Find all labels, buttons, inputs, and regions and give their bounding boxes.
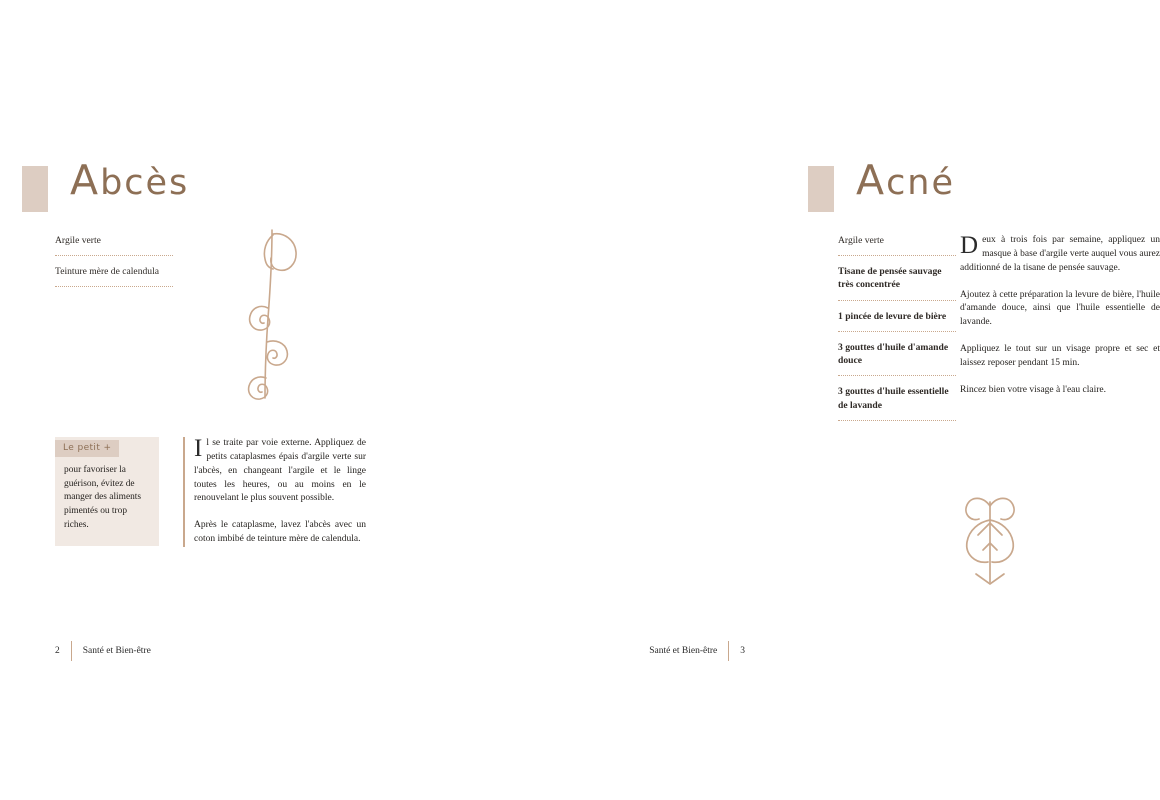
page-number: 3 bbox=[740, 646, 745, 656]
ingredient-list-right bbox=[838, 234, 956, 430]
chapter-heading-left bbox=[22, 156, 190, 212]
footer-left bbox=[55, 640, 151, 662]
drop-cap: D bbox=[960, 232, 979, 259]
body-text-left bbox=[183, 437, 366, 547]
list-item: Argile verte bbox=[838, 234, 956, 256]
page-number: 2 bbox=[55, 646, 60, 656]
tip-box bbox=[55, 437, 159, 546]
heading-color-swatch bbox=[808, 166, 834, 212]
page-title-right-rest: cné bbox=[886, 163, 956, 203]
running-head: Santé et Bien-être bbox=[649, 646, 718, 656]
page-right bbox=[400, 0, 1160, 800]
paragraph: Appliquez le tout sur un visage propre et sec et laissez reposer pendant 15 min. bbox=[960, 344, 1160, 369]
running-head: Santé et Bien-être bbox=[82, 646, 151, 656]
list-item: Teinture mère de calendula bbox=[55, 265, 173, 287]
list-item: Argile verte bbox=[55, 234, 173, 256]
page-title-left bbox=[70, 156, 190, 204]
fleur-de-lys-ornament bbox=[945, 490, 1035, 595]
page-title-left-initial: A bbox=[70, 156, 101, 204]
footer-divider bbox=[71, 641, 72, 661]
tip-text: pour favoriser la guérison, évitez de manger des aliments pimentés ou trop riches. bbox=[64, 465, 142, 530]
tip-label: Le petit + bbox=[55, 440, 119, 457]
paragraph-text: eux à trois fois par semaine, appliquez un masque à base d'argile verte auquel vous aurez additionné de la tisane de pensée sauvage. bbox=[960, 235, 1160, 273]
page-title-left-rest: bcès bbox=[100, 163, 190, 203]
footer-divider bbox=[728, 641, 729, 661]
page-title-right bbox=[856, 156, 956, 204]
body-text-right bbox=[960, 234, 1160, 398]
paragraph: Après le cataplasme, lavez l'abcès avec un coton imbibé de teinture mère de calendula. bbox=[194, 520, 366, 545]
paragraph: Rincez bien votre visage à l'eau claire. bbox=[960, 384, 1106, 395]
paragraph: Ajoutez à cette préparation la levure de bière, l'huile d'amande douce, ainsi que l'huile essentielle de lavande. bbox=[960, 289, 1160, 328]
list-item: 1 pincée de levure de bière bbox=[838, 310, 956, 332]
paragraph-text: l se traite par voie externe. Appliquez de petits cataplasmes épais d'argile verte sur l'abcès, en changeant l'argile et le linge toutes les heures, ou au moins en le renouvelant le plus souvent possible. bbox=[194, 438, 366, 504]
page-title-right-initial: A bbox=[856, 156, 887, 204]
drop-cap: I bbox=[194, 435, 203, 462]
paragraph bbox=[960, 234, 1160, 276]
heading-color-swatch bbox=[22, 166, 48, 212]
list-item: 3 gouttes d'huile d'amande douce bbox=[838, 341, 956, 376]
paragraph bbox=[194, 437, 366, 506]
list-item: Tisane de pensée sauvage très concentrée bbox=[838, 265, 956, 300]
page-left bbox=[0, 0, 400, 800]
vine-scroll-ornament bbox=[232, 222, 306, 427]
chapter-heading-right bbox=[808, 156, 956, 212]
footer-right bbox=[649, 640, 745, 662]
list-item: 3 gouttes d'huile essentielle de lavande bbox=[838, 385, 956, 420]
ingredient-list-left bbox=[55, 234, 173, 296]
